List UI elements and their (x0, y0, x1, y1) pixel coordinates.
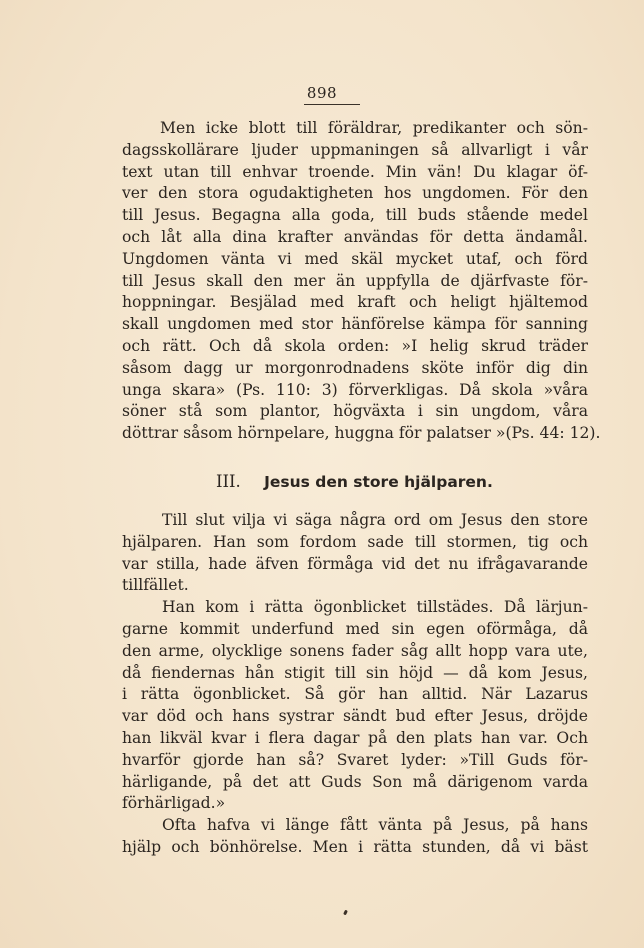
page-number-rule (304, 104, 360, 105)
text-line: hvarför gjorde han så? Svaret lyder: »Till Guds för- (122, 750, 588, 769)
text-line: i rätta ögonblicket. Så gör han alltid. När Lazarus (122, 685, 588, 704)
text-line: han likväl kvar i flera dagar på den plats han var. Och (122, 728, 588, 747)
text-line: Till slut vilja vi säga några ord om Jesus den store (162, 511, 588, 529)
text-line: text utan till enhvar troende. Min vän! Du klagar öf- (122, 162, 588, 181)
text-line: döttrar såsom hörnpelare, huggna för palatser »(Ps. 44: 12). (122, 424, 601, 443)
text-line: Han kom i rätta ögonblicket tillstädes. Då lärjun- (162, 598, 588, 617)
text-line: då fiendernas hån stigit till sin höjd — då kom Jesus, (122, 663, 588, 682)
text-line: den arme, olycklige sonens fader såg allt hopp vara ute, (122, 641, 588, 660)
text-line: Ungdomen vänta vi med skäl mycket utaf, och förd (122, 249, 588, 268)
text-line: söner stå som plantor, högväxta i sin ungdom, våra (122, 402, 588, 421)
ink-speck (343, 910, 348, 916)
section-number: III. (216, 472, 241, 491)
paragraph-helper (122, 510, 588, 859)
text-line: dagsskollärare ljuder uppmaningen så allvarligt i vår (122, 140, 588, 159)
paragraph-youth (122, 118, 601, 445)
text-line: var död och hans systrar sändt bud efter Jesus, dröjde (122, 707, 588, 726)
text-line: såsom dagg ur morgonrodnadens sköte inför dig din (122, 358, 588, 377)
text-line: och låt alla dina krafter användas för detta ändamål. (122, 227, 588, 246)
text-line: Ofta hafva vi länge fått vänta på Jesus, på hans (162, 816, 588, 835)
text-line: unga skara» (Ps. 110: 3) förverkligas. Då skola »våra (122, 380, 588, 399)
text-line: hjälp och bönhörelse. Men i rätta stunden, då vi bäst (122, 837, 588, 856)
text-line: till Jesus skall den mer än uppfylla de djärfvaste för- (122, 271, 588, 290)
text-line: förhärligad.» (122, 794, 226, 813)
text-line: hjälparen. Han som fordom sade till stormen, tig och (122, 532, 588, 551)
text-line: var stilla, hade äfven förmåga vid det nu ifrågavarande (122, 554, 588, 573)
text-line: till Jesus. Begagna alla goda, till buds stående medel (122, 206, 588, 225)
text-line: Men icke blott till föräldrar, predikanter och sön- (160, 119, 588, 137)
page-number: 898 (306, 84, 338, 102)
text-line: garne kommit underfund med sin egen oförmåga, då (122, 619, 588, 638)
text-line: ver den stora ogudaktigheten hos ungdomen. För den (122, 184, 588, 203)
text-line: härligande, på det att Guds Son må därigenom varda (122, 772, 588, 791)
text-line: tillfället. (122, 576, 189, 595)
text-line: och rätt. Och då skola orden: »I helig skrud träder (122, 336, 588, 355)
text-line: skall ungdomen med stor hänförelse kämpa för sanning (122, 315, 588, 334)
section-title: Jesus den store hjälparen. (264, 473, 493, 491)
section-heading (216, 472, 493, 491)
text-line: hoppningar. Besjälad med kraft och heligt hjältemod (122, 293, 588, 312)
